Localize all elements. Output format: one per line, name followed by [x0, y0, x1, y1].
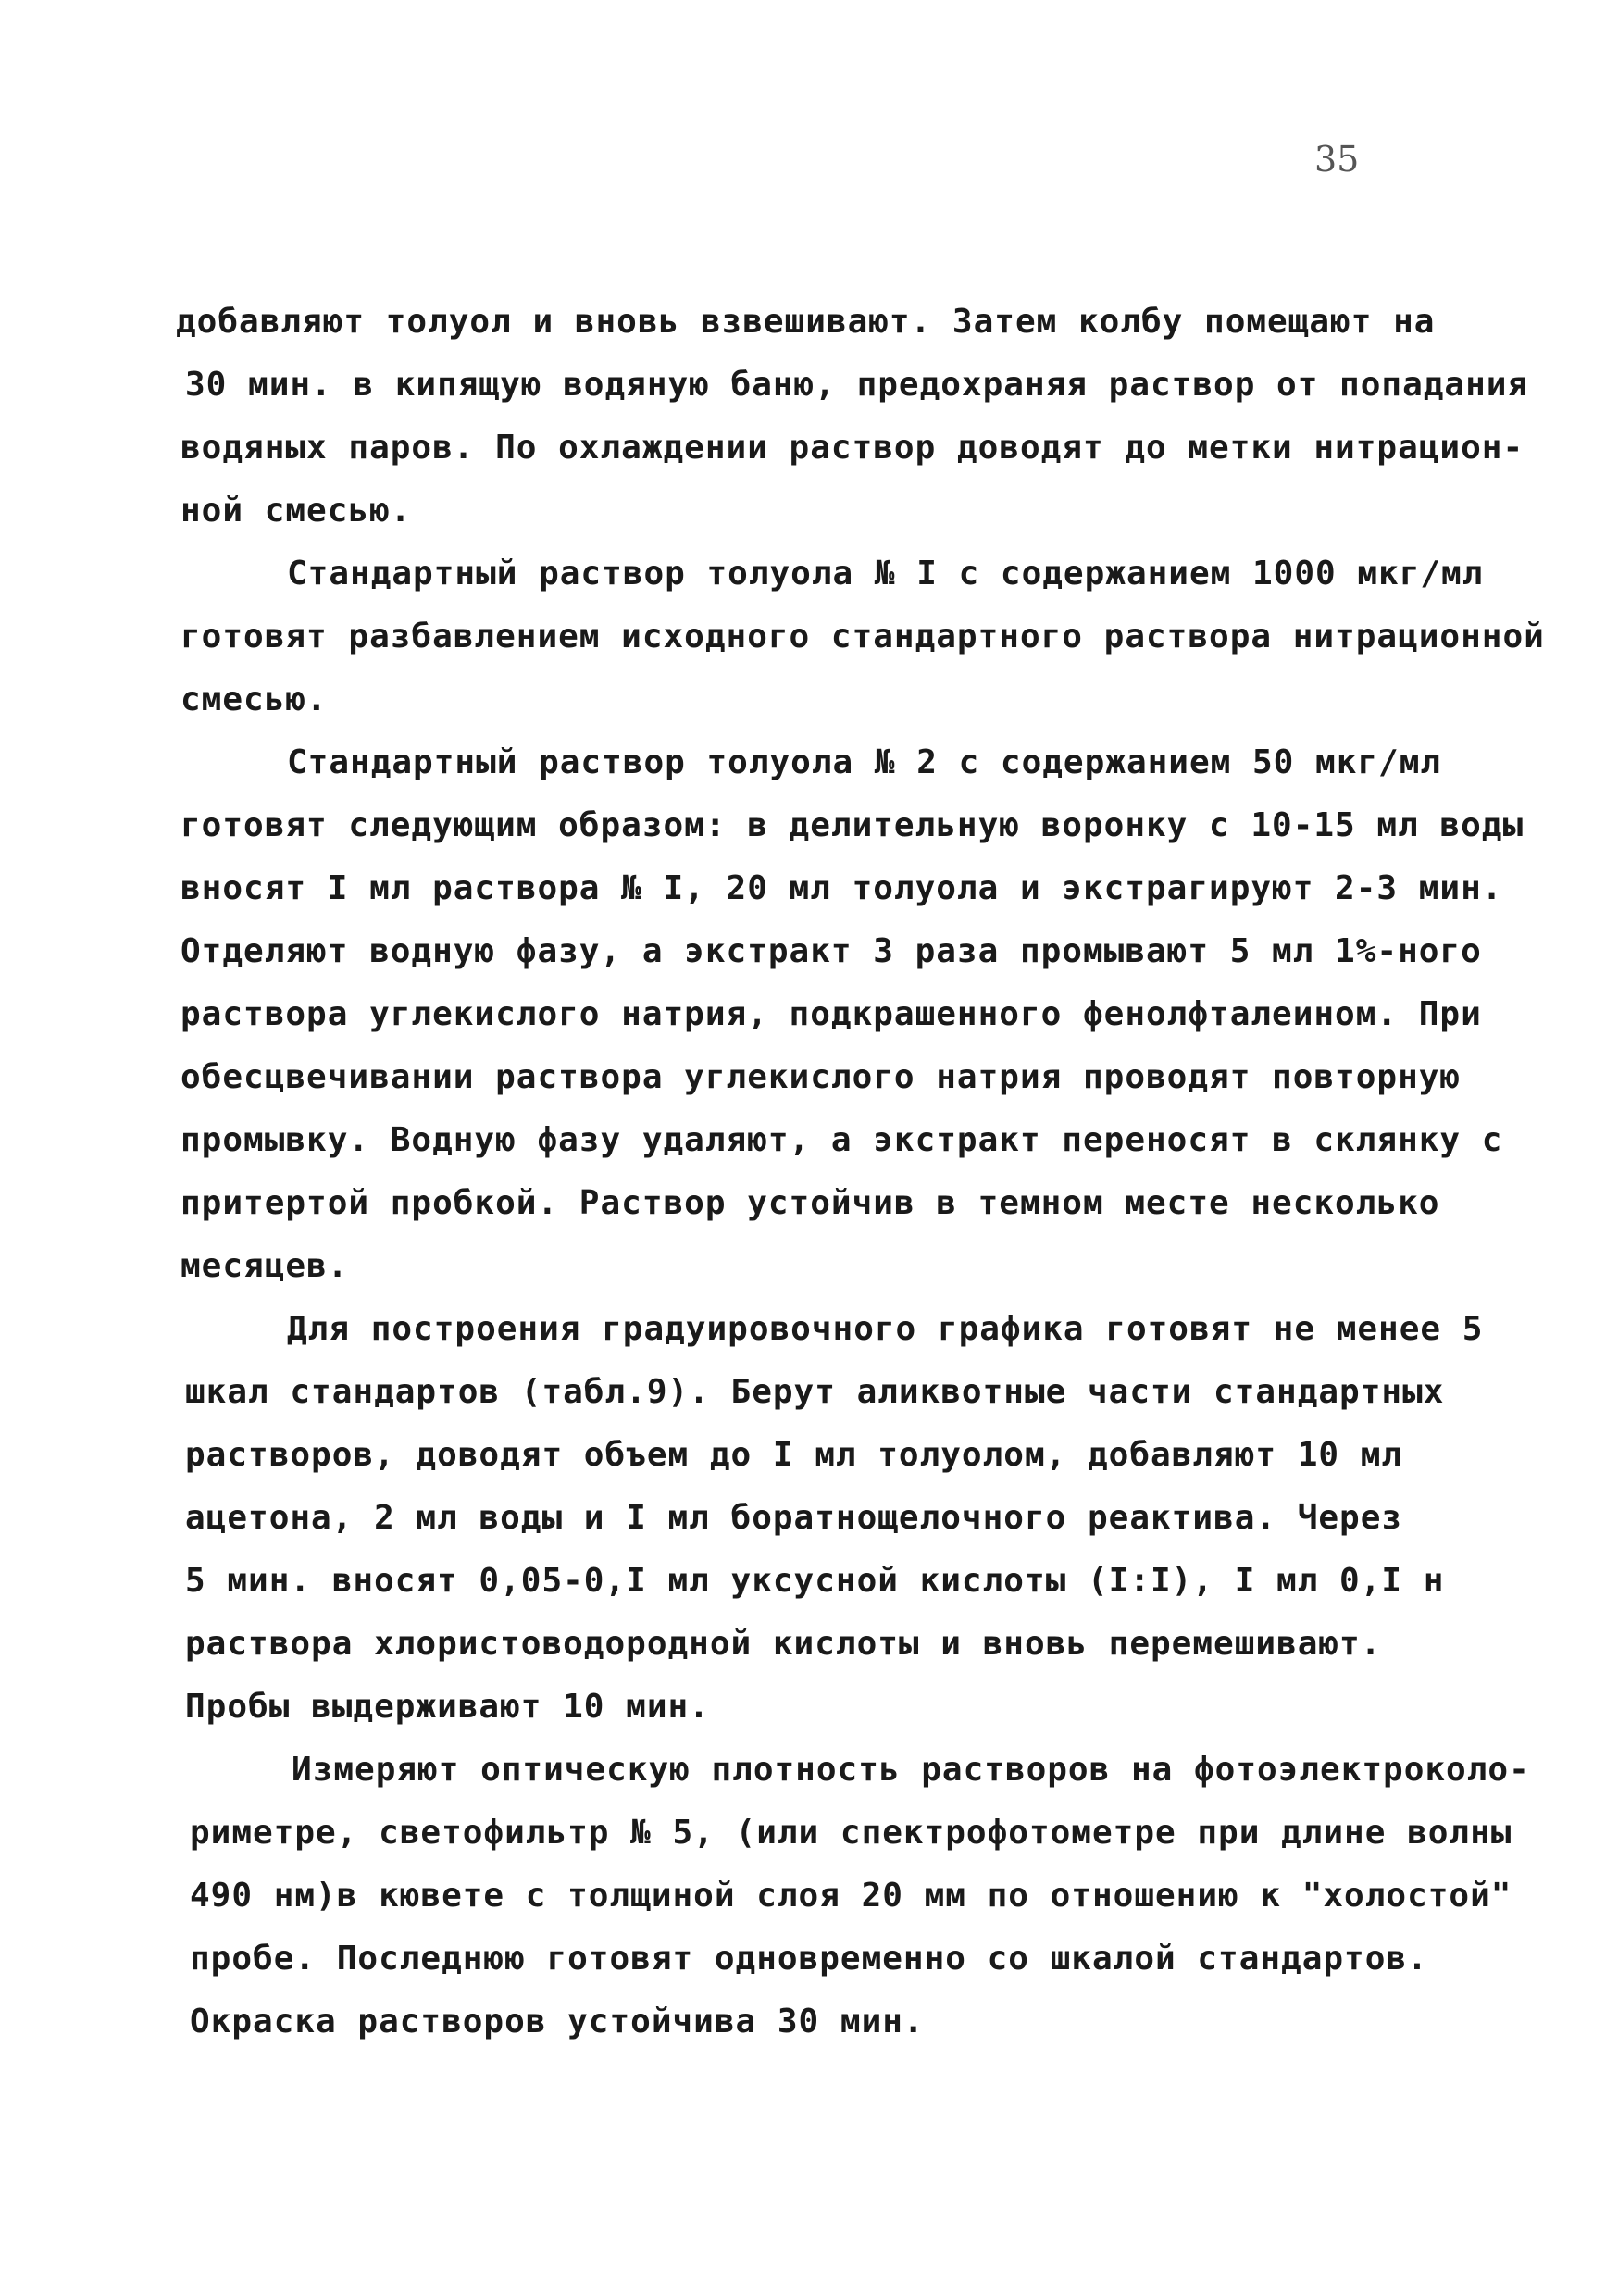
text-line: готовят следующим образом: в делительную воронку с 10-15 мл воды [180, 806, 1525, 844]
text-line: риметре, светофильтр № 5, (или спектрофотометре при длине волны [190, 1814, 1512, 1852]
text-line: ной смесью. [180, 492, 412, 530]
text-line: Для построения градуировочного графика готовят не менее 5 [287, 1310, 1484, 1348]
text-line: месяцев. [180, 1247, 349, 1285]
text-line: растворов, доводят объем до I мл толуолом, добавляют 10 мл [185, 1436, 1403, 1474]
text-line: обесцвечивании раствора углекислого натрия проводят повторную [180, 1058, 1462, 1096]
text-line: смесью. [180, 680, 328, 718]
text-line: водяных паров. По охлаждении раствор доводят до метки нитрацион- [180, 429, 1525, 467]
text-line: Окраска растворов устойчива 30 мин. [190, 2003, 925, 2040]
text-line: 490 нм)в кювете с толщиной слоя 20 мм по отношению к "холостой" [190, 1877, 1512, 1915]
text-line: Стандартный раствор толуола № 2 с содержанием 50 мкг/мл [287, 743, 1442, 781]
text-line: раствора углекислого натрия, подкрашенного фенолфталеином. При [180, 995, 1482, 1033]
text-line: 30 мин. в кипящую водяную баню, предохраняя раствор от попадания [185, 366, 1529, 404]
text-line: шкал стандартов (табл.9). Берут аликвотные части стандартных [185, 1373, 1445, 1411]
text-line: 5 мин. вносят 0,05-0,I мл уксусной кислоты (I:I), I мл 0,I н [185, 1562, 1445, 1600]
text-line: Отделяют водную фазу, а экстракт 3 раза промывают 5 мл 1%-ного [180, 932, 1482, 970]
text-line: Стандартный раствор толуола № I с содержанием 1000 мкг/мл [287, 555, 1484, 593]
text-line: раствора хлористоводородной кислоты и вновь перемешивают. [185, 1625, 1382, 1663]
text-line: вносят I мл раствора № I, 20 мл толуола и экстрагируют 2-3 мин. [180, 869, 1503, 907]
page-number: 35 [1314, 139, 1360, 180]
text-line: готовят разбавлением исходного стандартного раствора нитрационной [180, 618, 1545, 655]
text-line: промывку. Водную фазу удаляют, а экстракт переносят в склянку с [180, 1121, 1503, 1159]
text-line: добавляют толуол и вновь взвешивают. Затем колбу помещают на [176, 303, 1436, 341]
text-line: Пробы выдерживают 10 мин. [185, 1688, 710, 1726]
text-line: Измеряют оптическую плотность растворов на фотоэлектроколо- [292, 1751, 1530, 1789]
text-line: ацетона, 2 мл воды и I мл боратнощелочного реактива. Через [185, 1499, 1403, 1537]
text-line: притертой пробкой. Раствор устойчив в темном месте несколько [180, 1184, 1440, 1222]
text-line: пробе. Последнюю готовят одновременно со шкалой стандартов. [190, 1940, 1428, 1978]
